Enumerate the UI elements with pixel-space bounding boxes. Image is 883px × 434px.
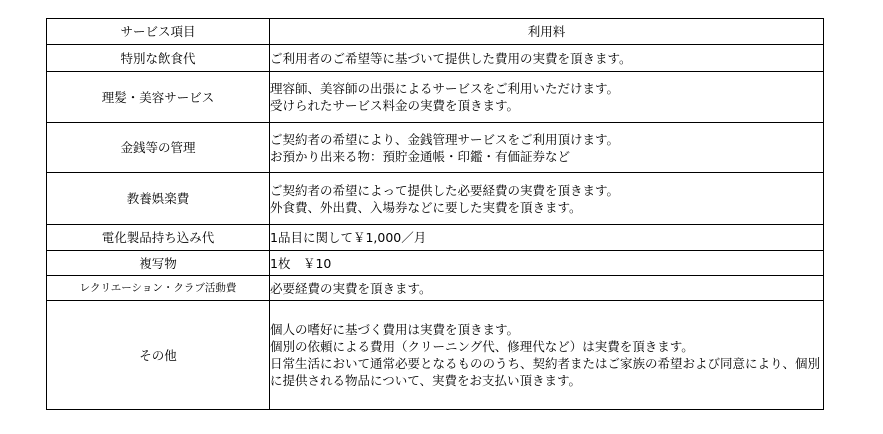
fee-description-line: 1品目に関して￥1,000／月	[270, 230, 427, 245]
fee-description-line: 必要経費の実費を頂きます。	[270, 280, 432, 296]
fee-description-line: ご利用者のご希望等に基づいて提供した費用の実費を頂きます。	[270, 50, 632, 66]
service-item-cell: レクリエーション・クラブ活動費	[47, 276, 270, 301]
fee-description-cell	[270, 72, 824, 123]
fee-table-container	[46, 18, 823, 410]
service-item-cell: 金銭等の管理	[47, 123, 270, 173]
table-row	[47, 123, 824, 173]
fee-description-cell	[270, 45, 824, 72]
header-service-item: サービス項目	[47, 19, 270, 45]
fee-description-cell	[270, 251, 824, 276]
service-item-cell: 特別な飲食代	[47, 45, 270, 72]
table-row	[47, 301, 824, 410]
table-row	[47, 225, 824, 251]
service-fee-table	[46, 18, 824, 410]
fee-description-line: 日常生活において通常必要となるもののうち、契約者またはご家族の希望および同意により、個別に提供される物品について、実費をお支払い頂きます。	[270, 356, 821, 388]
service-item-cell: 教養娯楽費	[47, 173, 270, 225]
fee-description-line: 理容師、美容師の出張によるサービスをご利用いただけます。	[270, 81, 620, 96]
fee-description-line: 外食費、外出費、入場券などに要した実費を頂きます。	[270, 199, 582, 215]
fee-description-cell	[270, 301, 824, 410]
fee-description-line: 個別の依頼による費用（クリーニング代、修理代など）は実費を頂きます。	[270, 339, 694, 354]
table-row	[47, 173, 824, 225]
table-row	[47, 276, 824, 301]
table-row	[47, 72, 824, 123]
table-row	[47, 45, 824, 72]
service-item-cell: 電化製品持ち込み代	[47, 225, 270, 251]
fee-description-cell	[270, 173, 824, 225]
header-fee: 利用料	[270, 19, 824, 45]
table-header-row	[47, 19, 824, 45]
service-item-cell: 複写物	[47, 251, 270, 276]
service-item-cell: その他	[47, 301, 270, 410]
table-row	[47, 251, 824, 276]
fee-description-cell	[270, 225, 824, 251]
fee-description-line: ご契約者の希望によって提供した必要経費の実費を頂きます。	[270, 182, 620, 198]
fee-description-cell	[270, 123, 824, 173]
fee-description-line: 個人の嗜好に基づく費用は実費を頂きます。	[270, 322, 520, 337]
fee-description-line: 受けられたサービス料金の実費を頂きます。	[270, 98, 520, 113]
fee-description-line: お預かり出来る物：預貯金通帳・印鑑・有価証券など	[270, 148, 571, 164]
fee-description-line: 1枚 ￥10	[270, 255, 332, 271]
fee-description-line: ご契約者の希望により、金銭管理サービスをご利用頂けます。	[270, 131, 620, 147]
service-item-cell: 理髪・美容サービス	[47, 72, 270, 123]
fee-description-cell	[270, 276, 824, 301]
